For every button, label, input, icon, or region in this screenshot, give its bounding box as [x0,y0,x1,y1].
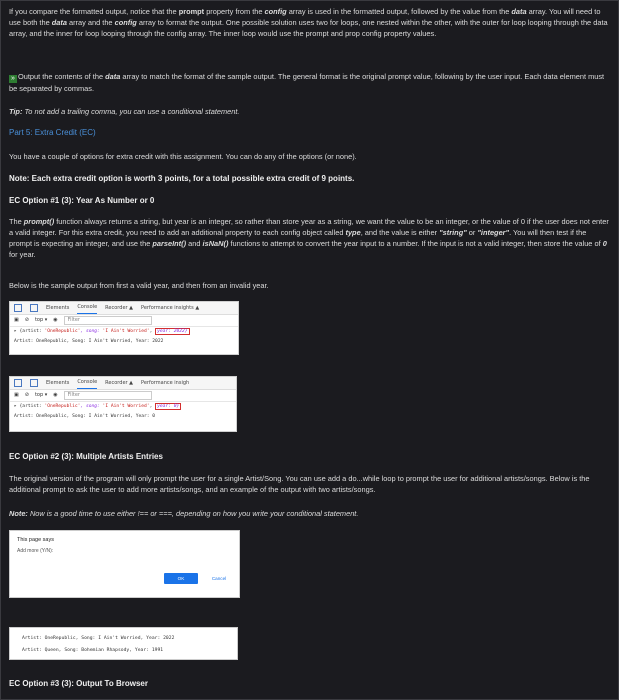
inspect-icon [14,304,22,312]
console-object-line [10,327,238,337]
text: 0 [602,239,607,248]
console-result-line: Artist: OneRepublic, Song: I Ain't Worried, Year: 0 [14,414,156,419]
text: prompt [178,7,205,16]
ec2-heading: EC Option #2 (3): Multiple Artists Entries [9,452,163,461]
eye-icon[interactable]: ◉ [53,317,58,323]
ec3-heading: EC Option #3 (3): Output To Browser [9,679,148,688]
text: isNaN() [202,239,229,248]
text: or [466,228,478,237]
text: 'OneRepublic' [44,329,81,334]
tab-elements[interactable]: Elements [46,379,70,386]
text: parseInt() [152,239,187,248]
text: 'OneRepublic' [44,404,81,409]
text: config [264,7,287,16]
inspect-icon [14,379,22,387]
device-icon [30,379,38,387]
intro-paragraph [9,6,609,39]
filter-input[interactable]: Filter [64,316,152,325]
console-toolbar [10,315,238,327]
text: ▸ {artist: [14,404,45,409]
text: array to match the format of the sample output. The general format is the original prompt value, following by the user input. Each data element must be separated by commas. [9,72,605,93]
dialog-title: This page says [17,537,54,543]
text: property from the [204,7,265,16]
ec2-paragraph: The original version of the program will only prompt the user for a single Artist/Song. You can use add a do...while loop to prompt the user for additional artists/songs. Below is the additional prompt to ask the user to add more artists/songs, and an example of the output with two artists/songs. [9,474,590,494]
text: functions to attempt to convert the year input to a number. If the input is not a valid integer, then store the value of [228,239,603,248]
output-step-paragraph [9,71,609,94]
text: "string" [439,228,467,237]
text: , [149,329,156,334]
ec-intro: You have a couple of options for extra credit with this assignment. You can do any of the options (or none). [9,152,357,161]
tab-console[interactable]: Console [77,377,97,389]
tab-console[interactable]: Console [77,302,97,314]
text: The [9,217,24,226]
text: data [105,72,121,81]
context-select[interactable]: top ▾ [34,317,48,323]
text: array to format the output. One possible solution uses two for loops, one nested within the other, with the outer for loop looping through the data array, and the inner for loop looping through the config array. The inner loop would use the prompt and prop config property values. [9,18,608,38]
sidebar-icon[interactable]: ▣ [14,317,19,323]
text: data [511,7,527,16]
highlighted-year: year: 0} [157,404,180,409]
text: array and the [66,18,115,27]
filter-input[interactable]: Filter [64,391,152,400]
text: prompt() [23,217,55,226]
text: array is used in the formatted output, followed by the value from the [286,7,512,16]
note2-paragraph [9,508,609,519]
prompt-dialog [9,530,240,598]
text: , [149,404,156,409]
ec1-heading: EC Option #1 (3): Year As Number or 0 [9,196,155,205]
note-label: Note: [9,509,28,518]
console-line: Artist: OneRepublic, Song: I Ain't Worried, Year: 2022 [22,636,175,641]
text: config [114,18,137,27]
tab-performance[interactable]: Performance insights ▲ [141,304,200,311]
eye-icon[interactable]: ◉ [53,392,58,398]
console-output [9,627,238,660]
ec1-paragraph [9,216,609,260]
devtools-valid-year [9,301,239,355]
device-icon [30,304,38,312]
tab-recorder[interactable]: Recorder ▲ [105,379,134,386]
text: , song: [80,329,103,334]
text: function always returns a string, but year is an integer, so rather than store year as a string, we want the value to be an integer, or the value of 0 if the user does not enter a valid integer. For this extra credit, you need to add an additional property to each config object called [9,217,609,237]
devtools-invalid-year [9,376,237,432]
console-result-line: Artist: OneRepublic, Song: I Ain't Worried, Year: 2022 [14,339,164,344]
text: , song: [80,404,103,409]
text: data [51,18,67,27]
console-line: Artist: Queen, Song: Bohemian Rhapsody, Year: 1991 [22,648,164,653]
highlighted-year: year: 2022} [157,329,188,334]
text: 'I Ain't Worried' [102,404,150,409]
tab-performance[interactable]: Performance insigh [141,379,190,386]
clear-icon[interactable]: ⊘ [24,317,29,323]
text: If you compare the formatted output, notice that the [9,7,179,16]
text: To not add a trailing comma, you can use a conditional statement. [22,107,240,116]
tab-recorder[interactable]: Recorder ▲ [105,304,134,311]
dialog-prompt-text: Add more (Y/N): [17,548,54,554]
console-toolbar [10,390,236,402]
tip-label: Tip: [9,107,23,116]
devtools-tabs [10,302,238,315]
part5-heading: Part 5: Extra Credit (EC) [9,128,96,137]
text: "integer" [477,228,510,237]
sidebar-icon[interactable]: ▣ [14,392,19,398]
text: for year. [9,250,36,259]
note-extra-credit: Note: Each extra credit option is worth 3 points, for a total possible extra credit of 9 points. [9,174,355,183]
text: and [186,239,203,248]
text: ▸ {artist: [14,329,45,334]
step-arrow-icon: » [9,75,17,83]
clear-icon[interactable]: ⊘ [24,392,29,398]
tab-elements[interactable]: Elements [46,304,70,311]
text: Output the contents of the [18,72,106,81]
console-object-line [10,402,236,412]
text: 'I Ain't Worried' [102,329,150,334]
text: type [345,228,361,237]
devtools-tabs [10,377,236,390]
text: , and the value is either [360,228,440,237]
ec1-sample-intro: Below is the sample output from first a valid year, and then from an invalid year. [9,281,269,290]
text: Now is a good time to use either !== or ===, depending on how you write your conditional statement. [27,509,359,518]
ok-button[interactable]: OK [164,573,198,584]
text: array. You will need to use both the [9,7,601,27]
context-select[interactable]: top ▾ [34,392,48,398]
text: . You will then test if the prompt is expecting an integer, and use the [9,228,587,248]
tip-paragraph [9,106,609,117]
cancel-button[interactable]: Cancel [211,576,227,581]
